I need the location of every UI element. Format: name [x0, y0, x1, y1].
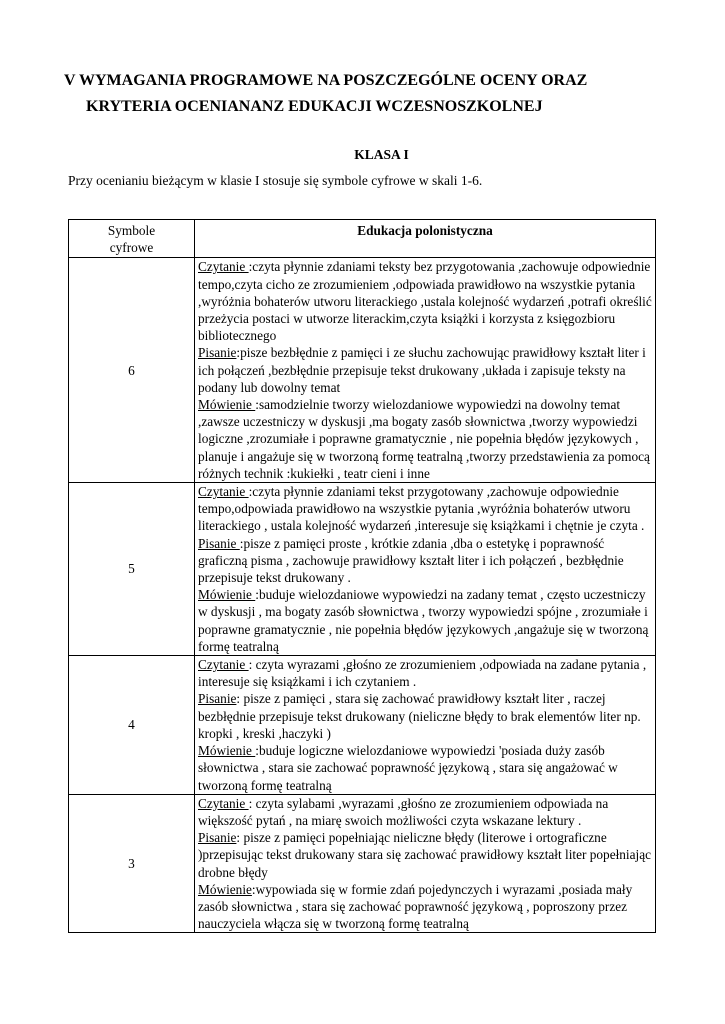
grade-cell: 3	[69, 794, 195, 933]
speaking-label: Mówienie	[198, 743, 256, 759]
grade-cell: 6	[69, 258, 195, 483]
criteria-cell	[195, 794, 656, 933]
writing-label: Pisanie	[198, 345, 237, 361]
writing-label: Pisanie	[198, 535, 240, 551]
reading-text: :czyta płynnie zdaniami tekst przygotowany ,zachowuje odpowiednie tempo,odpowiada prawidłowo na wszystkie pytania ,wyróżnia bohaterów utworu literackiego , ustala kolejność wydarzeń ,interesuje się książkami i chętnie je czyta .	[198, 484, 645, 534]
speaking-text: :buduje logiczne wielozdaniowe wypowiedzi 'posiada duży zasób słownictwa , stara sie zachować poprawność językową , stara się angażować w tworzoną formę teatralną	[198, 743, 618, 793]
header-polish-education: Edukacja polonistyczna	[195, 220, 656, 258]
writing-text: : pisze z pamięci , stara się zachować prawidłowy kształt liter , raczej bezbłędnie przepisuje tekst drukowany (nieliczne błędy to brak elementów liter np. kropki , kreski ,haczyki )	[198, 691, 641, 741]
grades-table	[68, 219, 656, 933]
class-heading	[0, 147, 725, 163]
reading-text: : czyta wyrazami ,głośno ze zrozumieniem ,odpowiada na zadane pytania , interesuje się książkami i ich czytaniem .	[198, 657, 647, 690]
title-line-1: V WYMAGANIA PROGRAMOWE NA POSZCZEGÓLNE OCENY ORAZ	[64, 72, 588, 89]
writing-label: Pisanie	[198, 691, 237, 707]
writing-text: : pisze z pamięci popełniając nieliczne błędy (literowe i ortograficzne )przepisując tekst drukowany stara się zachować prawidłowy kształt liter popełniając drobne błędy	[198, 830, 652, 880]
speaking-label: Mówienie	[198, 397, 256, 413]
reading-label: Czytanie	[198, 657, 249, 673]
table-row	[69, 794, 656, 933]
speaking-text: :samodzielnie tworzy wielozdaniowe wypowiedzi na dowolny temat ,zawsze uczestniczy w dyskusji ,ma bogaty zasób słownictwa ,tworzy wypowiedzi logiczne ,zrozumiałe i poprawne gramatycznie , nie popełnia błędów językowych , planuje i angażuje się w tworzoną formę teatralną ,tworzy przedstawienia za pomocą różnych technik :kukiełki , teatr cieni i inne	[198, 397, 650, 481]
reading-label: Czytanie	[198, 259, 249, 275]
reading-label: Czytanie	[198, 795, 249, 811]
reading-text: : czyta sylabami ,wyrazami ,głośno ze zrozumieniem odpowiada na większość pytań , na miarę swoich możliwości czyta wskazane lektury .	[198, 795, 609, 828]
header-symbols	[69, 220, 195, 258]
speaking-text: :wypowiada się w formie zdań pojedynczych i wyrazami ,posiada mały zasób słownictwa , stara się zachować poprawność językową , poproszony przez nauczyciela włącza się w tworzoną formę teatralną	[198, 881, 633, 932]
grade-cell: 5	[69, 483, 195, 656]
reading-label: Czytanie	[198, 484, 249, 500]
grade-cell: 4	[69, 656, 195, 795]
document-title	[64, 68, 694, 120]
reading-text: :czyta płynnie zdaniami teksty bez przygotowania ,zachowuje odpowiednie tempo,czyta cicho ze zrozumieniem ,odpowiada prawidłowo na wszystkie pytania ,wyróżnia bohaterów utworu literackiego ,ustala kolejność wydarzeń ,potrafi określić przeżycia postaci w utworze literackim,czyta książki i korzysta z księgozbioru bibliotecznego	[198, 259, 652, 344]
criteria-cell	[195, 656, 656, 795]
writing-text: :pisze z pamięci proste , krótkie zdania ,dba o estetykę i poprawność graficzną pisma , zachowuje prawidłowy kształt liter i ich połączeń , bezbłędnie przepisuje tekst drukowany .	[198, 535, 624, 586]
criteria-cell	[195, 258, 656, 483]
writing-label: Pisanie	[198, 830, 237, 846]
speaking-label: Mówienie	[198, 881, 252, 897]
table-row	[69, 483, 656, 656]
class-heading-text: KLASA I	[354, 147, 409, 162]
header-symbols-line-1: Symbole	[107, 223, 156, 238]
criteria-cell	[195, 483, 656, 656]
writing-text: :pisze bezbłędnie z pamięci i ze słuchu zachowując prawidłowy kształt liter i ich połączeń ,bezbłędnie przepisuje tekst drukowany ,układa i zapisuje teksty na podany lub dowolny temat	[198, 345, 646, 395]
speaking-label: Mówienie	[198, 587, 256, 603]
intro-paragraph: Przy ocenianiu bieżącym w klasie I stosuje się symbole cyfrowe w skali 1-6.	[68, 173, 483, 188]
title-line-2: KRYTERIA OCENIANANZ EDUKACJI WCZESNOSZKOLNEJ	[86, 98, 543, 115]
header-symbols-line-2: cyfrowe	[109, 240, 154, 256]
speaking-text: :buduje wielozdaniowe wypowiedzi na zadany temat , często uczestniczy w dyskusji , ma bogaty zasób słownictwa , tworzy wypowiedzi spójne , zrozumiałe i poprawne gramatycznie , nie popełnia błędów językowych ,angażuje się w tworzoną formę teatralną	[198, 587, 649, 654]
table-header-row	[69, 220, 656, 258]
table-row	[69, 656, 656, 795]
table-row	[69, 258, 656, 483]
